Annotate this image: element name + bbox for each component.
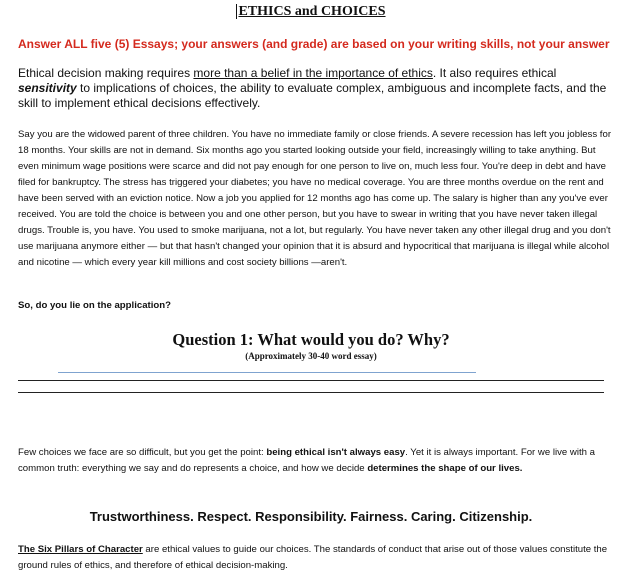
question-1-heading: Question 1: What would you do? Why? [172,330,450,349]
scenario-paragraph: Say you are the widowed parent of three children. You have no immediate family or close friends. A severe recession has left you jobless for 18 months. Your skills are not in demand. Six months ago you started looking outside your field, increasingly willing to take anything. But even minimum wage positions were scarce and did not pay enough for one person to live on, much less four. You're deep in debt and have filed for bankruptcy. The stress has triggered your diabetes; you have no medical coverage. You are three months overdue on the rent and have been served with an eviction notice. Now a job you applied for 12 months ago has come up. The salary is higher than any you've ever received. You are told the choice is between you and one other person, but you have to swear in writing that you have never taken illegal drugs. Trouble is, you have. You used to smoke marijuana, not a lot, but regularly. You have never taken any other illegal drug and you don't use marijuana anymore either — but that hasn't changed your opinion that it is absurd and hypocritical that marijuana is illegal while alcohol and nicotine — which every year kill millions and cost society billions —aren't. [18,129,612,268]
emphasis-word: sensitivity [18,81,77,95]
answer-line-1 [18,380,604,381]
pillars-list: Trustworthiness. Respect. Responsibility. Fairness. Caring. Citizenship. [89,509,533,524]
document-title: ETHICS and CHOICES [238,4,386,19]
underlined-phrase: more than a belief in the importance of ethics [193,66,433,80]
six-pillars-link[interactable]: The Six Pillars of Character [18,544,143,555]
blue-divider [58,372,476,373]
intro-paragraph: Ethical decision making requires more than a belief in the importance of ethics. It also requires ethical sensitivity to implications of choices, the ability to evaluate complex, ambiguous and incomplete facts, and the skill to implement ethical decisions effectively. [18,66,607,110]
closing-paragraph: Few choices we face are so difficult, but you get the point: being ethical isn't always easy. Yet it is always important. For we live with a common truth: everything we say and do represents a choice, and how we decide determines the shape of our lives. [18,447,595,474]
answer-area[interactable] [18,396,604,436]
answer-line-2 [18,392,604,393]
pillars-paragraph: The Six Pillars of Character are ethical values to guide our choices. The standards of conduct that arise out of those values constitute the ground rules of ethics, and therefore of ethical decision-making. [18,544,608,571]
question-prompt: So, do you lie on the application? [18,300,171,311]
bold-phrase-2: determines the shape of our lives. [367,463,523,474]
instruction-text: Answer ALL five (5) Essays; your answers (and grade) are based on your writing skills, not your answer [18,37,610,51]
bold-phrase-1: being ethical isn't always easy [266,447,406,458]
question-1-subheading: (Approximately 30-40 word essay) [245,351,377,361]
